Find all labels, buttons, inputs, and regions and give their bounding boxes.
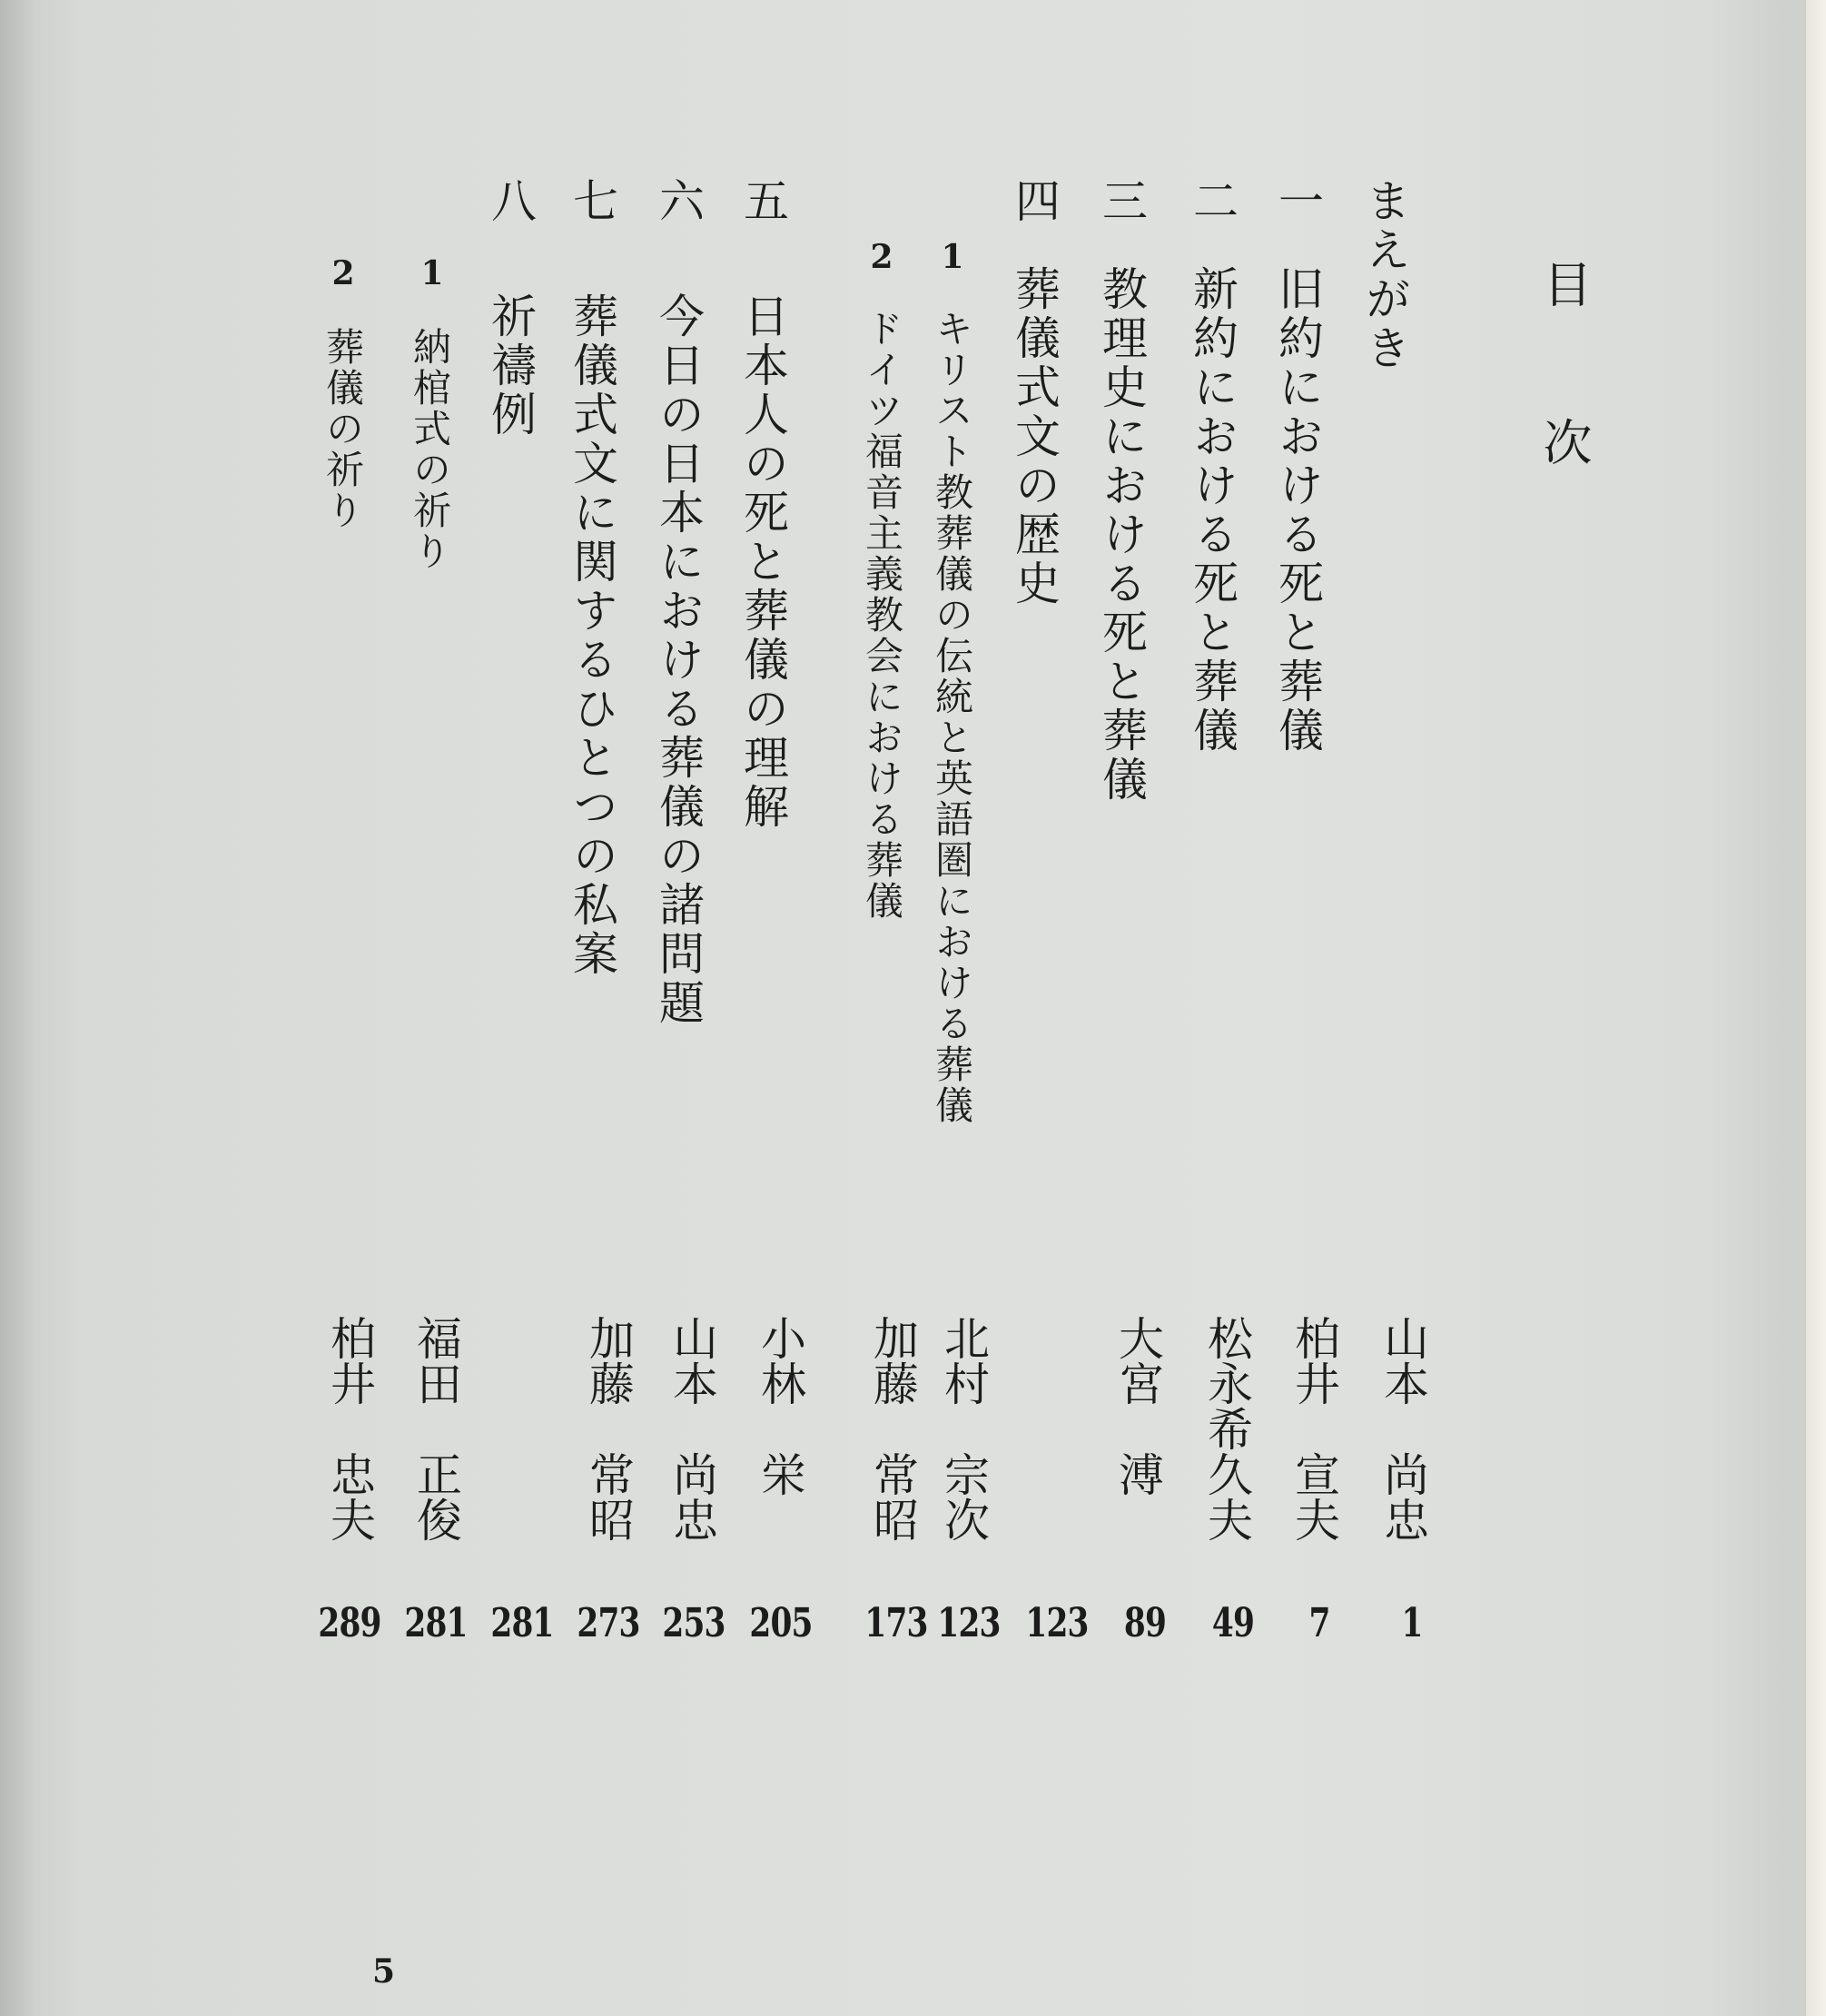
toc-chapter-number: 四 [1008, 177, 1061, 222]
toc-page-number: 273 [577, 1600, 640, 1646]
toc-page-number: 7 [1308, 1600, 1330, 1646]
toc-entry-title: キリスト教葬儀の伝統と英語圏における葬儀 [930, 309, 974, 1126]
toc-entry-title: 納棺式の祈り [408, 327, 452, 572]
toc-section-number: 1 [413, 254, 451, 292]
toc-author: 山本 尚忠 [1377, 1315, 1429, 1542]
toc-entry-title: 教理史における死と葬儀 [1095, 265, 1148, 805]
toc-entry-title: 祈禱例 [484, 292, 537, 440]
toc-author: 加藤 常昭 [582, 1315, 635, 1542]
toc-chapter-number: 一 [1271, 177, 1324, 222]
toc-entry-title: 日本人の死と葬儀の理解 [736, 292, 789, 832]
toc-page-number: 205 [749, 1600, 813, 1646]
toc-author: 柏井 忠夫 [323, 1315, 376, 1542]
toc-entry-title: 葬儀の祈り [321, 327, 365, 531]
toc-section-number: 1 [933, 238, 972, 276]
toc-page-number: 253 [662, 1600, 725, 1646]
toc-entry-title: ドイツ福音主義教会における葬儀 [860, 309, 904, 922]
toc-chapter-number: 二 [1186, 177, 1239, 222]
toc-author: 小林 栄 [754, 1315, 806, 1497]
toc-page-number: 89 [1123, 1600, 1167, 1646]
toc-page-number: 123 [1025, 1600, 1089, 1646]
toc-page-number: 281 [404, 1600, 468, 1646]
toc-page-number: 281 [490, 1600, 554, 1646]
toc-page-number: 49 [1211, 1600, 1255, 1646]
toc-entry-title: 新約における死と葬儀 [1186, 265, 1239, 756]
gutter-shadow [0, 0, 36, 2016]
toc-entry-title: 旧約における死と葬儀 [1271, 265, 1324, 756]
toc-chapter-number: 七 [566, 177, 618, 222]
toc-author: 山本 尚忠 [666, 1315, 718, 1542]
toc-chapter-number: 六 [652, 177, 705, 222]
toc-page-number: 123 [937, 1600, 1001, 1646]
toc-author: 松永希久夫 [1200, 1315, 1253, 1542]
page-edge [1806, 0, 1826, 2016]
toc-entry-title: 今日の日本における葬儀の諸問題 [652, 292, 705, 1028]
toc-chapter-number: 五 [736, 177, 789, 222]
toc-author: 福田 正俊 [410, 1315, 462, 1542]
toc-section-number: 2 [863, 238, 901, 276]
toc-chapter-number: 三 [1095, 177, 1148, 222]
toc-author: 柏井 宣夫 [1288, 1315, 1340, 1542]
toc-section-number: 2 [324, 254, 362, 292]
toc-entry-preface: まえがき [1358, 177, 1411, 373]
toc-title: 目次 [1535, 259, 1593, 575]
toc-page-number: 1 [1401, 1600, 1423, 1646]
folio-page-number: 5 [372, 1952, 396, 1991]
toc-author: 加藤 常昭 [866, 1315, 919, 1542]
toc-page-number: 173 [864, 1600, 928, 1646]
toc-chapter-number: 八 [484, 177, 537, 222]
toc-page-number: 289 [318, 1600, 381, 1646]
toc-author: 大宮 溥 [1111, 1315, 1164, 1497]
toc-author: 北村 宗次 [937, 1315, 990, 1542]
toc-entry-title: 葬儀式文の歴史 [1008, 265, 1061, 608]
toc-entry-title: 葬儀式文に関するひとつの私案 [566, 292, 618, 979]
